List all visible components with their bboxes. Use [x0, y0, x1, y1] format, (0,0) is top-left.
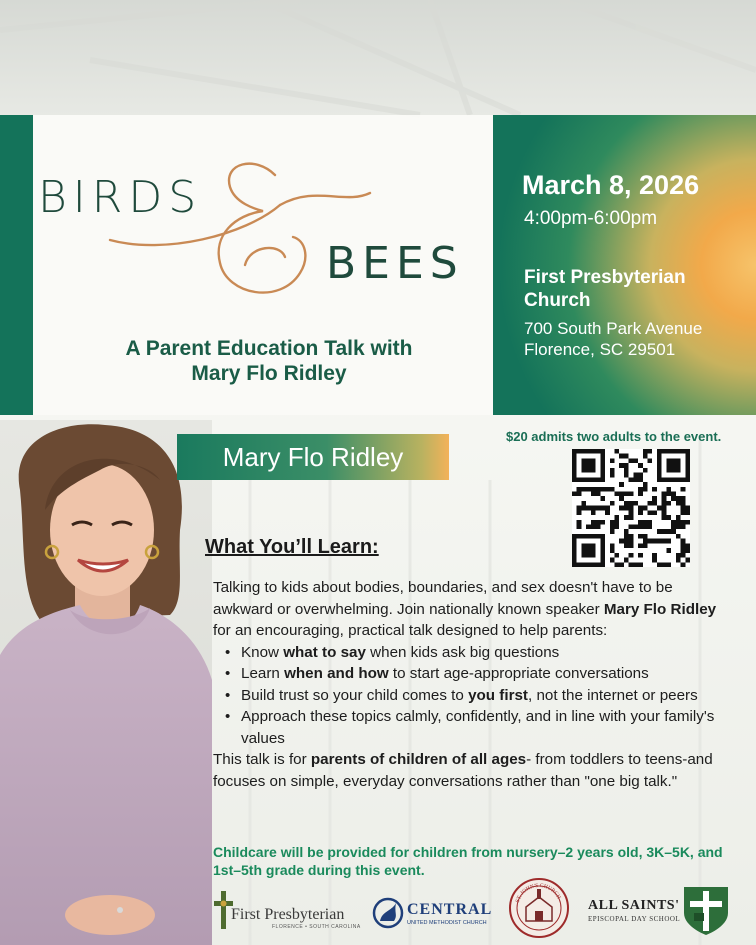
subtitle — [60, 336, 478, 386]
all-saints-logo-text: ALL SAINTS' — [588, 898, 680, 913]
bullet-text: Build trust so your child comes to — [241, 686, 469, 704]
bullet-text: when kids ask big questions — [365, 643, 560, 661]
subtitle-line-2: Mary Flo Ridley — [191, 362, 347, 385]
bullet-text: Know — [241, 643, 284, 661]
speaker-name: Mary Flo Ridley — [222, 441, 404, 472]
address-line-1: 700 South Park Avenue — [524, 319, 703, 338]
subtitle-line-1: A Parent Education Talk with — [125, 337, 413, 360]
left-accent-stripe — [0, 115, 33, 415]
bullet-bold: what to say — [283, 643, 366, 661]
learn-outro-audience: parents of children of all ages — [310, 751, 527, 768]
title-birds: BIRDS — [38, 172, 203, 223]
bullet-text: to start age-appropriate conversations — [388, 665, 649, 682]
learn-bullet — [213, 642, 733, 664]
learn-bullet-list — [213, 642, 733, 750]
learn-bullet — [213, 663, 733, 685]
speaker-name-banner — [177, 434, 449, 480]
bullet-text: Approach these topics calmly, confidently, and in line with your family's values — [241, 708, 715, 747]
event-address — [524, 318, 756, 360]
learn-bullet — [213, 685, 733, 707]
learn-outro — [213, 749, 733, 792]
venue-line-1: First Presbyterian — [524, 267, 686, 288]
learn-heading: What You’ll Learn: — [205, 536, 379, 558]
st-johns-church-seal-icon — [508, 877, 570, 939]
ampersand-icon — [105, 145, 375, 315]
all-saints-logo-subtext: EPISCOPAL DAY SCHOOL — [588, 915, 681, 923]
learn-intro-text-end: for an encouraging, practical talk designed to help parents: — [213, 622, 608, 639]
bullet-text: Learn — [241, 665, 285, 682]
learn-outro-text: This talk is for — [213, 751, 311, 768]
qr-code[interactable] — [572, 449, 690, 567]
learn-intro-speaker: Mary Flo Ridley — [603, 600, 717, 618]
bullet-bold: when and how — [284, 665, 389, 682]
all-saints-shield-icon — [682, 885, 730, 937]
learn-outro-text-end: - from toddlers to teens-and focuses on simple, everyday conversations rather than "one big talk." — [213, 751, 713, 790]
price-note: $20 admits two adults to the event. — [506, 429, 722, 444]
address-line-2: Florence, SC 29501 — [524, 340, 676, 359]
central-logo-text: CENTRAL — [407, 901, 493, 918]
speaker-photo — [0, 420, 212, 945]
bullet-bold: you first — [468, 686, 528, 704]
event-date: March 8, 2026 — [522, 170, 700, 200]
event-info-panel — [493, 115, 756, 415]
first-presbyterian-logo-subtext: FLORENCE • SOUTH CAROLINA — [272, 924, 361, 930]
event-venue — [524, 266, 744, 312]
childcare-note: Childcare will be provided for children from nursery–2 years old, 3K–5K, and 1st–5th grade during this event. — [213, 844, 723, 878]
venue-line-2: Church — [524, 290, 591, 311]
event-time: 4:00pm-6:00pm — [524, 208, 658, 229]
learn-body — [213, 577, 733, 792]
learn-intro-text: Talking to kids about bodies, boundaries, and sex doesn't have to be awkward or overwhelming. Join nationally known speaker — [213, 579, 673, 618]
title-bees: BEES — [326, 238, 464, 289]
central-logo-subtext: UNITED METHODIST CHURCH — [407, 920, 487, 926]
first-presbyterian-logo-text: First Presbyterian — [231, 906, 345, 923]
learn-bullet — [213, 706, 733, 749]
learn-intro — [213, 577, 733, 642]
st-johns-seal-text: ST. JOHN'S CHURCH — [514, 882, 562, 904]
bullet-text: , not the internet or peers — [528, 686, 698, 704]
